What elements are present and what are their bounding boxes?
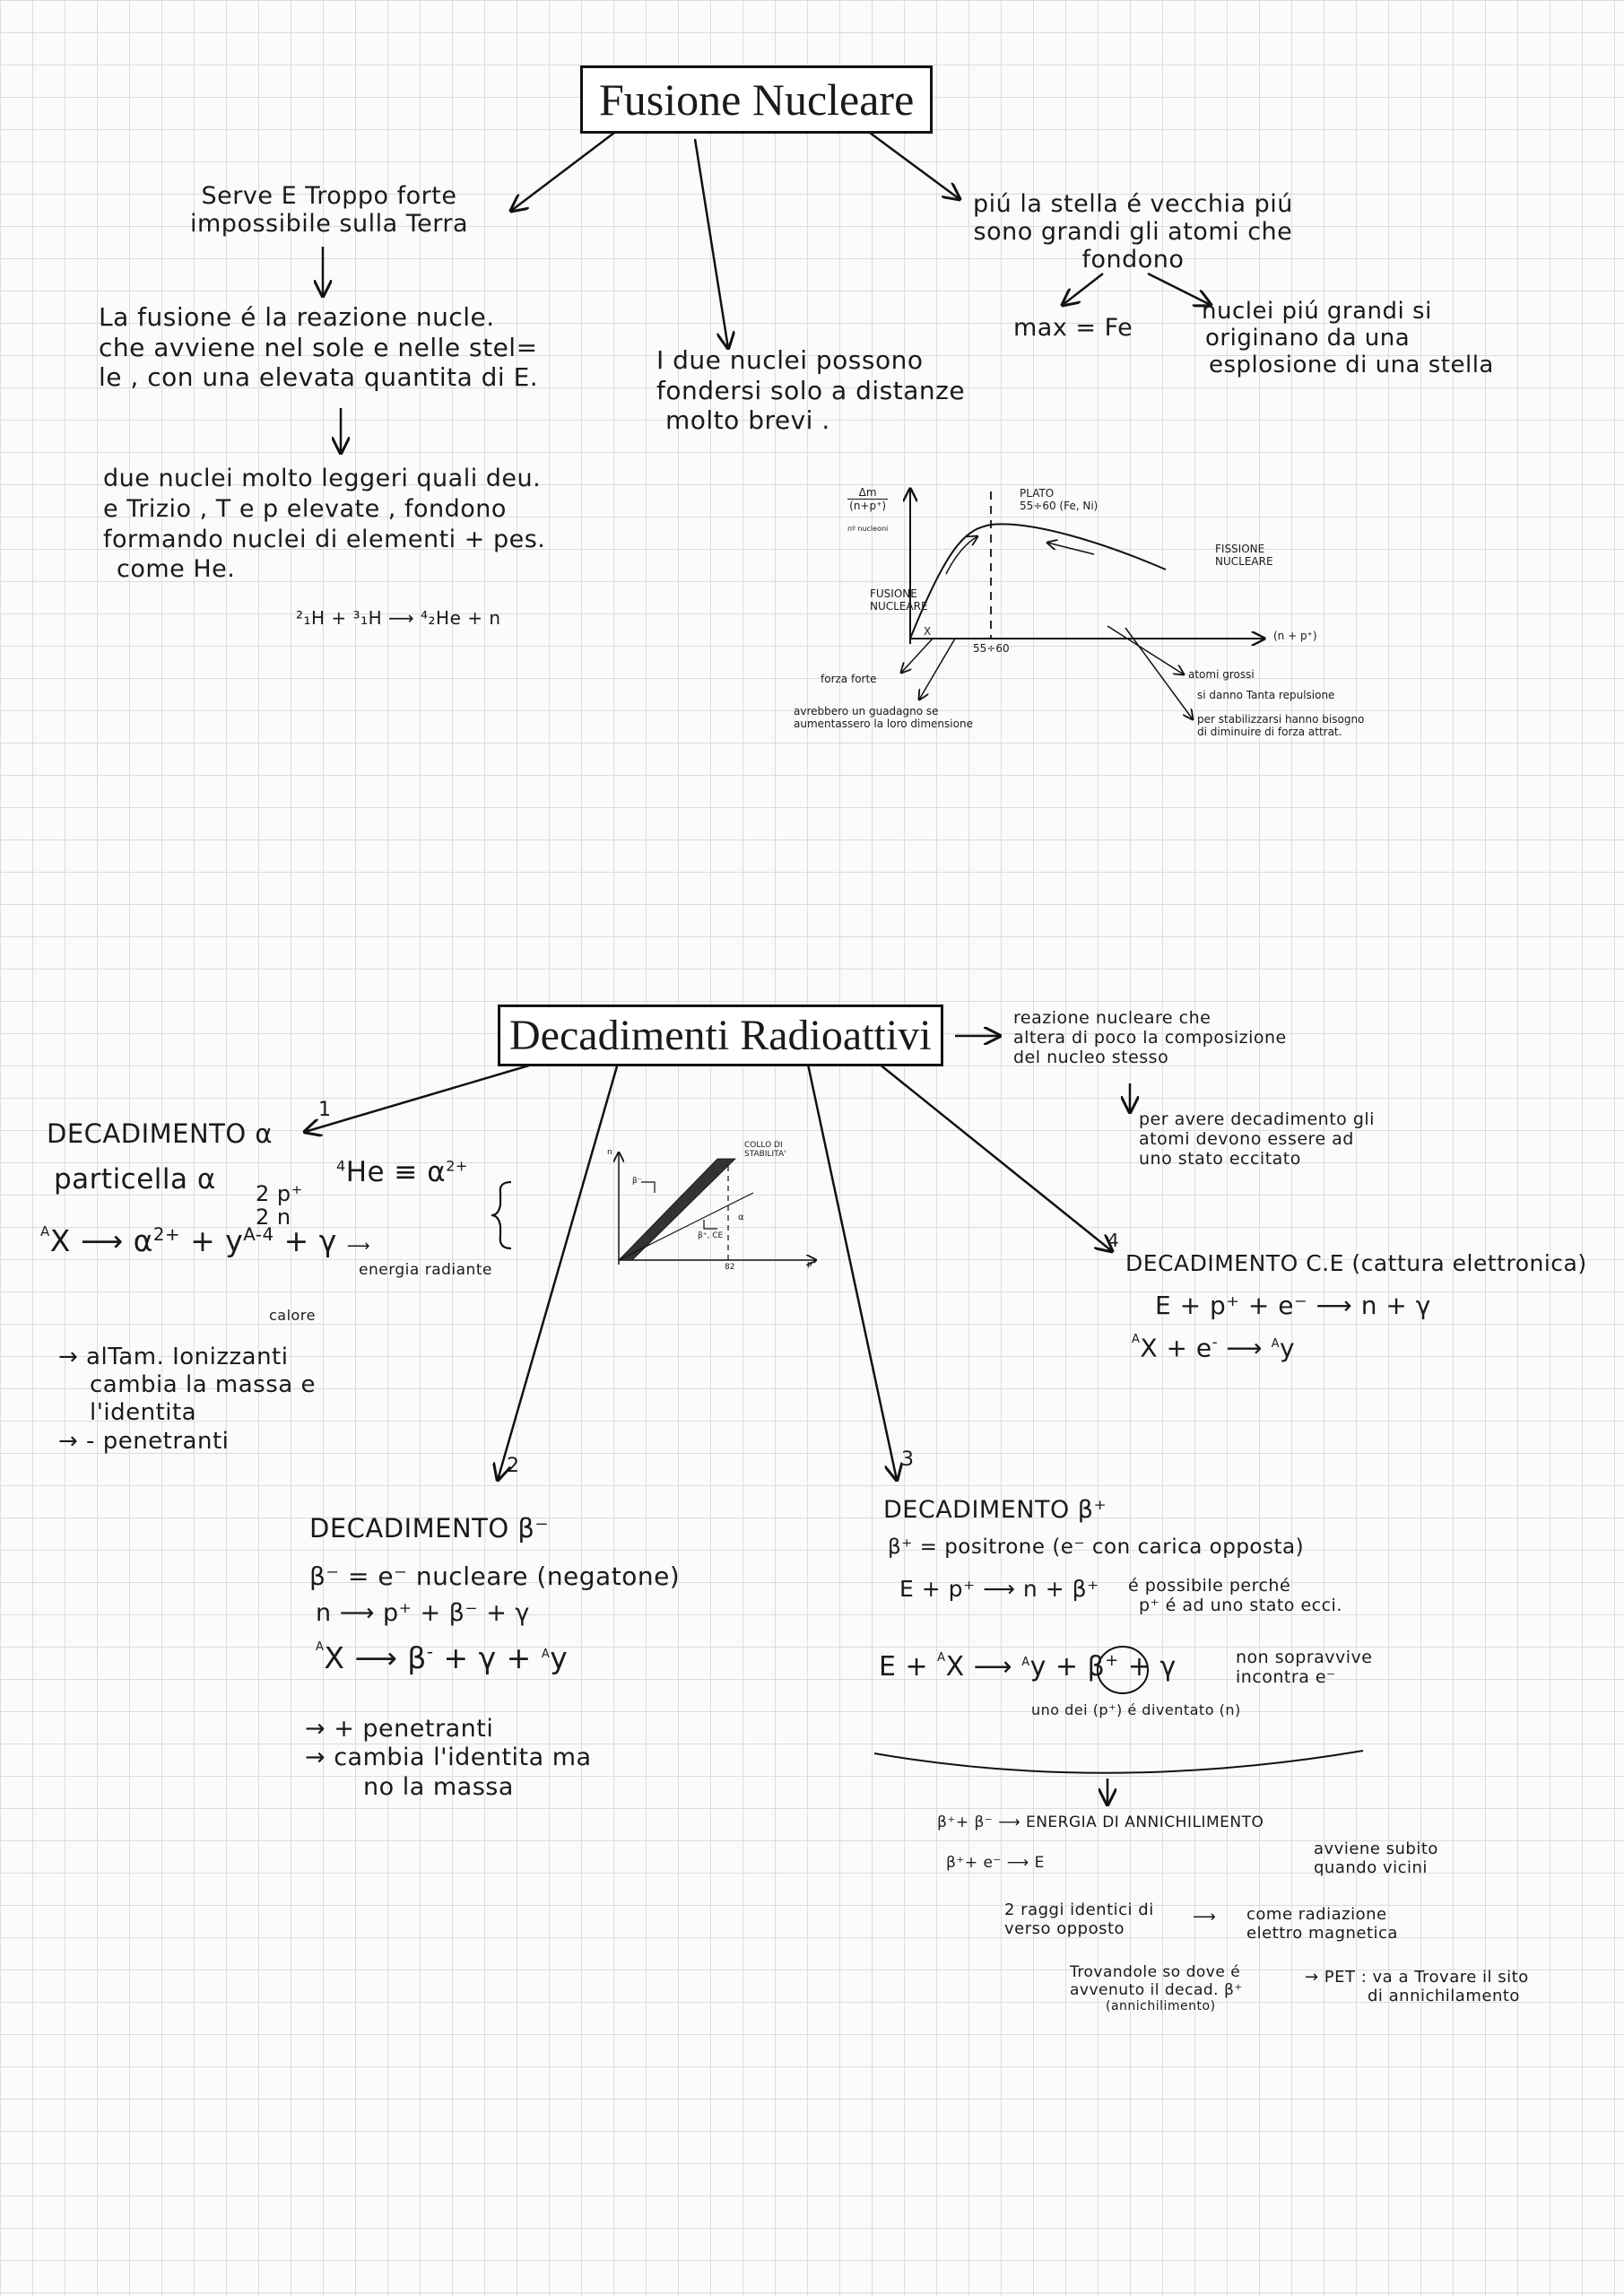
graph-x-mark: X	[924, 625, 932, 638]
stab-n-label: n	[607, 1148, 612, 1157]
beta-plus-line2: E + p⁺ ⟶ n + β⁺	[899, 1576, 1099, 1602]
binding-energy-graph	[901, 489, 1264, 719]
text-line: 2 n	[256, 1205, 291, 1231]
graph-repulsion: si danno Tanta repulsione	[1197, 689, 1335, 701]
text-line: He ≡ α	[345, 1156, 447, 1188]
text-line: → PET : va a Trovare il sito	[1305, 1968, 1529, 1987]
separator-curve	[874, 1751, 1363, 1773]
alpha-reaction: $^A$X ⟶ $\alpha^{2+} + y^{A-4} + \gamma$ ⟶	[40, 1223, 371, 1258]
beta-plus-title: DECADIMENTO β⁺	[883, 1496, 1107, 1524]
beta-plus-line1: β⁺ = positrone (e⁻ con carica opposta)	[888, 1535, 1305, 1559]
stab-beta-minus-label: β⁻	[632, 1177, 642, 1186]
text-line: impossibile sulla Terra	[190, 210, 469, 239]
text-line: nuclei piú grandi si	[1202, 298, 1432, 325]
beta-plus-reaction: E + $^A$X ⟶ $^A$y + β+ + γ	[879, 1651, 1177, 1683]
text-line: STABILITA'	[744, 1150, 786, 1159]
beta-plus-possible	[1128, 1577, 1342, 1616]
text-line: reazione nucleare che	[1013, 1008, 1211, 1028]
text-line: altera di poco la composizione	[1013, 1027, 1287, 1048]
stab-x-end: 82	[725, 1263, 735, 1272]
text-line: NUCLEARE	[870, 600, 928, 613]
text-line: Trovandole so dove é	[1070, 1963, 1241, 1981]
text-line: Δm	[858, 486, 877, 499]
fusion-equation: ²₁H + ³₁H ⟶ ⁴₂He + n	[296, 607, 501, 629]
alpha-particle: particella α	[54, 1163, 216, 1196]
text-line: incontra e⁻	[1236, 1666, 1336, 1687]
alpha-number: 1	[318, 1099, 332, 1121]
text-line: non sopravvive	[1236, 1648, 1373, 1667]
text-line: due nuclei molto leggeri quali deu.	[103, 465, 542, 492]
text-line: esplosione di una stella	[1209, 351, 1494, 378]
text-line: COLLO DI	[744, 1141, 783, 1150]
text-line: p⁺ é ad uno stato ecci.	[1139, 1595, 1342, 1615]
graph-strong-force: forza forte	[821, 673, 877, 685]
stability-graph	[619, 1152, 816, 1265]
text-line: per avere decadimento gli	[1139, 1109, 1375, 1129]
text-line: quando vicini	[1314, 1857, 1428, 1877]
beta-minus-number: 2	[507, 1455, 520, 1477]
text-line: FUSIONE	[870, 587, 917, 600]
graph-stabilize	[1197, 713, 1364, 738]
text-line: (annichilimento)	[1106, 1999, 1216, 2014]
capture-line1: E + p⁺ + e⁻ ⟶ n + γ	[1155, 1291, 1431, 1320]
text-line: formando nuclei di elementi + pes.	[103, 525, 546, 553]
decay-title: Decadimenti Radioattivi	[498, 1004, 943, 1066]
text-line: → alTam. Ionizzanti	[58, 1344, 289, 1370]
annihilation-2: β⁺+ e⁻ ⟶ E	[946, 1854, 1045, 1872]
beta-minus-line2: n ⟶ p⁺ + β⁻ + γ	[316, 1599, 530, 1627]
arrow-to-right	[870, 133, 960, 199]
text-line: e Trizio , T e p elevate , fondono	[103, 494, 507, 523]
arrow-to-beta-minus	[498, 1060, 619, 1480]
arrow-to-max	[1063, 274, 1103, 305]
text-line: l'identita	[90, 1399, 197, 1427]
annihilation-pet	[1305, 1969, 1529, 2005]
graph-gain	[794, 705, 973, 730]
text-line: piú la stella é vecchia piú	[973, 190, 1293, 218]
text-line: che avviene nel sole e nelle stel=	[99, 332, 538, 362]
stab-beta-plus-label: β⁺, CE	[698, 1231, 724, 1240]
fusion-process	[103, 464, 545, 585]
graph-plateau	[1020, 487, 1098, 512]
annihilation-immediate	[1314, 1840, 1438, 1877]
text-line: → cambia l'identita ma	[305, 1744, 592, 1772]
stab-p-label: p⁺	[807, 1260, 817, 1269]
text-line: 55÷60 (Fe, Ni)	[1020, 500, 1099, 512]
text-line: del nucleo stesso	[1013, 1047, 1169, 1067]
text-line: cambia la massa e	[90, 1371, 316, 1399]
fusion-right	[973, 190, 1293, 274]
text-line: come radiazione	[1246, 1905, 1387, 1924]
arrow-to-left	[511, 133, 614, 211]
text-line: fondersi solo a distanze	[656, 375, 966, 405]
text-line: per stabilizzarsi hanno bisogno	[1197, 713, 1365, 726]
stab-belt-label	[744, 1141, 786, 1159]
arrow-to-middle	[695, 139, 728, 348]
arrow-to-capture	[874, 1060, 1112, 1251]
text-line: Serve E Troppo forte	[201, 182, 457, 210]
text-line: → + penetranti	[305, 1715, 494, 1743]
text-line: → - penetranti	[58, 1427, 230, 1455]
capture-number: 4	[1107, 1230, 1120, 1251]
text-line: atomi devono essere ad	[1139, 1128, 1354, 1149]
alpha-he: $^4He \equiv \alpha^{2+}$	[336, 1156, 468, 1188]
text-line: elettro magnetica	[1246, 1923, 1398, 1943]
capture-reaction: $^A$X + e- ⟶ $^A$y	[1132, 1333, 1296, 1363]
arrow-to-alpha	[305, 1063, 538, 1132]
text-line: fondono	[1081, 246, 1185, 274]
alpha-heat: calore	[269, 1307, 316, 1324]
brace	[491, 1182, 511, 1248]
annihilation-1: β⁺+ β⁻ ⟶ ENERGIA DI ANNICHILIMENTO	[937, 1813, 1264, 1831]
beta-plus-survive	[1236, 1648, 1373, 1688]
text-line: le , con una elevata quantita di E.	[99, 362, 539, 393]
fusion-definition	[99, 302, 538, 393]
beta-minus-title: DECADIMENTO β⁻	[309, 1513, 550, 1544]
beta-plus-number: 3	[901, 1448, 915, 1471]
graph-fission-label	[1215, 543, 1273, 568]
graph-x-tick: 55÷60	[973, 642, 1010, 655]
beta-minus-notes	[305, 1715, 592, 1802]
alpha-energy: energia radiante	[359, 1261, 492, 1279]
text-line: sono grandi gli atomi che	[973, 218, 1293, 247]
beta-minus-reaction: $^A$X ⟶ β- + γ + $^A$y	[316, 1640, 569, 1675]
text-line: é possibile perché	[1128, 1576, 1291, 1596]
text-line: 2 p⁺	[256, 1181, 303, 1206]
text-line: 2 raggi identici di	[1004, 1900, 1154, 1919]
fusion-max: max = Fe	[1013, 314, 1133, 342]
annihilation-where	[1070, 1964, 1243, 2013]
alpha-composition	[256, 1182, 303, 1230]
alpha-notes	[58, 1344, 316, 1456]
text-line: NUCLEARE	[1215, 555, 1273, 568]
text-line: I due nuclei possono	[656, 345, 924, 375]
graph-fusion-label	[870, 587, 928, 613]
text-line: originano da una	[1205, 324, 1411, 352]
text-line: di diminuire di forza attrat.	[1197, 726, 1342, 738]
text-line: avviene subito	[1314, 1839, 1438, 1858]
fusion-big-nuclei	[1202, 299, 1494, 379]
alpha-title: DECADIMENTO α	[47, 1118, 274, 1149]
fusion-title: Fusione Nucleare	[580, 65, 933, 134]
text-line: La fusione é la reazione nucle.	[99, 302, 495, 332]
annihilation-em	[1246, 1906, 1398, 1943]
text-line: FISSIONE	[1215, 543, 1265, 555]
text-line: nº nucleoni	[847, 525, 889, 533]
fusion-middle	[656, 345, 965, 436]
arrow-to-beta-plus	[807, 1060, 897, 1480]
text-line: uno stato eccitato	[1139, 1148, 1301, 1169]
text-line: come He.	[117, 555, 236, 584]
text-line: PLATO	[1020, 487, 1055, 500]
graph-y-label	[847, 486, 888, 533]
text-line: molto brevi .	[665, 405, 830, 436]
text-line: avvenuto il decad. β⁺	[1070, 1980, 1243, 1999]
arrow-to-em: ⟶	[1193, 1908, 1217, 1926]
text-line: di annichilamento	[1368, 1986, 1520, 2005]
text-line: avrebbero un guadagno se	[794, 705, 939, 718]
annihilation-rays	[1004, 1901, 1154, 1938]
beta-minus-line1: β⁻ = e⁻ nucleare (negatone)	[309, 1561, 681, 1591]
decay-excited	[1139, 1110, 1375, 1170]
text-line: verso opposto	[1004, 1918, 1125, 1938]
text-line: (n+p⁺)	[847, 499, 888, 512]
fusion-left-top	[190, 182, 468, 238]
graph-big-atoms: atomi grossi	[1188, 668, 1255, 681]
text-line: no la massa	[363, 1772, 514, 1801]
text-line: aumentassero la loro dimensione	[794, 718, 973, 730]
decay-definition	[1013, 1009, 1287, 1068]
beta-plus-became: uno dei (p⁺) é diventato (n)	[1031, 1701, 1241, 1718]
capture-title: DECADIMENTO C.E (cattura elettronica)	[1125, 1250, 1587, 1276]
stab-alpha-label: α	[738, 1213, 744, 1222]
graph-x-label: (n + p⁺)	[1273, 630, 1317, 642]
